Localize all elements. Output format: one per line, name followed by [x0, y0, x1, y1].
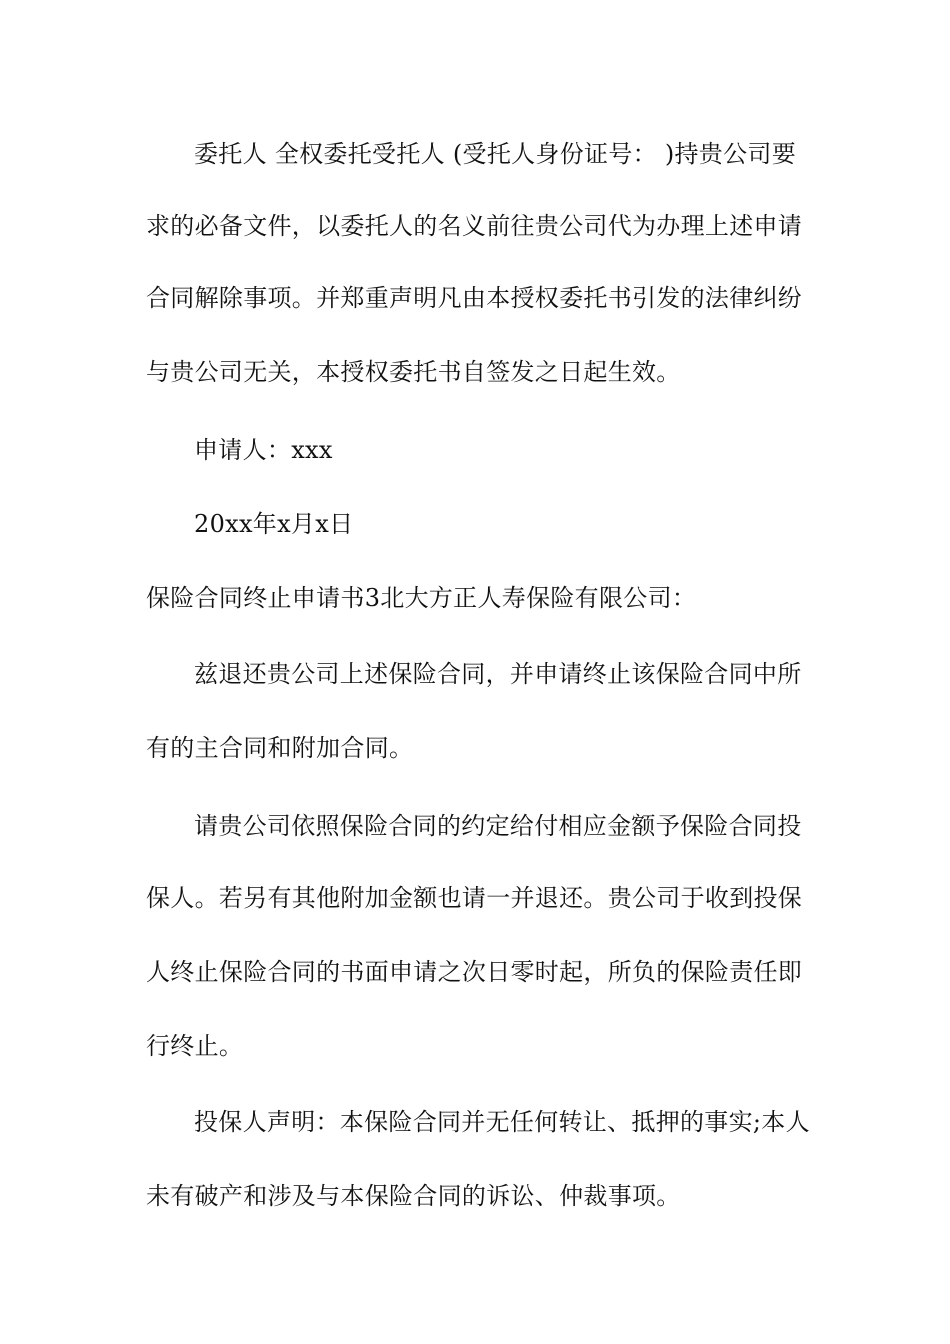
- paragraph-line: 有的主合同和附加合同。: [146, 734, 414, 762]
- date-line: 20xx年x月x日: [194, 510, 354, 538]
- paragraph-line: 与贵公司无关，本授权委托书自签发之日起生效。: [146, 358, 681, 386]
- paragraph-line: 保人。若另有其他附加金额也请一并退还。贵公司于收到投保: [146, 884, 803, 912]
- paragraph-line: 未有破产和涉及与本保险合同的诉讼、仲裁事项。: [146, 1182, 681, 1210]
- paragraph-line: 行终止。: [146, 1032, 244, 1060]
- applicant-line: 申请人：xxx: [194, 436, 333, 464]
- paragraph-line: 人终止保险合同的书面申请之次日零时起，所负的保险责任即: [146, 958, 803, 986]
- paragraph-line: 投保人声明：本保险合同并无任何转让、抵押的事实;本人: [194, 1108, 810, 1136]
- paragraph-line: 求的必备文件，以委托人的名义前往贵公司代为办理上述申请: [146, 212, 803, 240]
- paragraph-line: 请贵公司依照保险合同的约定给付相应金额予保险合同投: [194, 812, 802, 840]
- section-heading: 保险合同终止申请书3北大方正人寿保险有限公司：: [146, 584, 697, 612]
- paragraph-line: 兹退还贵公司上述保险合同，并申请终止该保险合同中所: [194, 660, 802, 688]
- paragraph-line: 合同解除事项。并郑重声明凡由本授权委托书引发的法律纠纷: [146, 284, 803, 312]
- paragraph-line: 委托人 全权委托受托人 (受托人身份证号： )持贵公司要: [194, 140, 797, 168]
